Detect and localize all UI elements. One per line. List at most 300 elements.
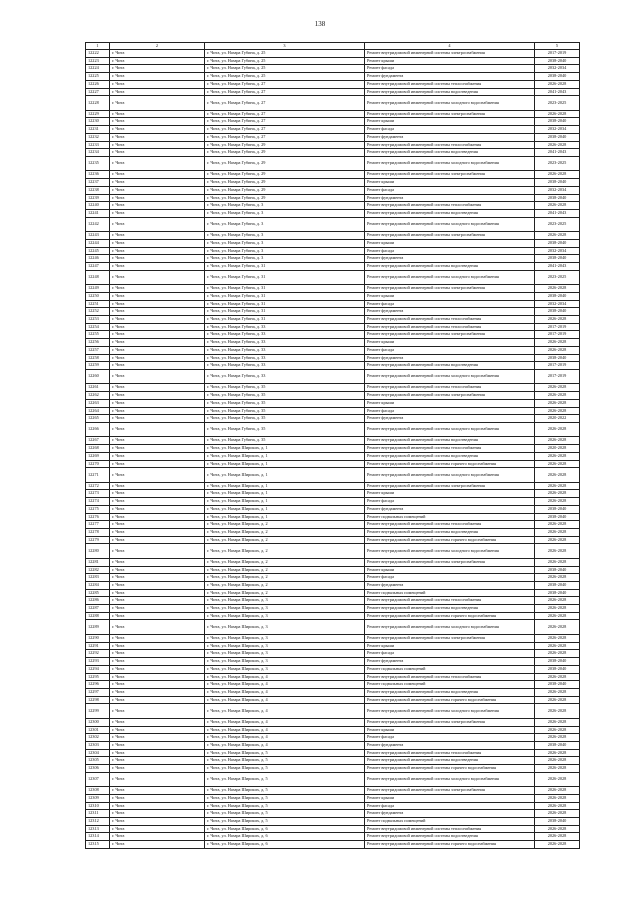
table-row	[86, 452, 580, 460]
row-address: г. Чита, ул. Назара Широких, д. 1	[205, 460, 365, 468]
page-number: 138	[314, 20, 326, 28]
row-work-type: Ремонт крыши	[365, 642, 535, 650]
row-city: г. Чита	[110, 681, 205, 689]
row-number: 12240	[86, 202, 110, 210]
row-address: г. Чита, ул. Назара Губина, д. 27	[205, 88, 365, 96]
row-number: 12261	[86, 384, 110, 392]
row-period: 2038-2040	[535, 818, 580, 826]
row-city: г. Чита	[110, 757, 205, 765]
table-row	[86, 734, 580, 742]
row-work-type: Ремонт внутридомовой инженерной системы электроснабжения	[365, 171, 535, 179]
row-number: 12232	[86, 133, 110, 141]
table-row	[86, 802, 580, 810]
row-city: г. Чита	[110, 339, 205, 347]
table-row	[86, 179, 580, 187]
table-row	[86, 308, 580, 316]
row-number: 12249	[86, 285, 110, 293]
row-number: 12226	[86, 80, 110, 88]
row-number: 12266	[86, 422, 110, 437]
row-work-type: Ремонт фундамента	[365, 581, 535, 589]
row-city: г. Чита	[110, 384, 205, 392]
row-work-type: Ремонт крыши	[365, 726, 535, 734]
row-address: г. Чита, ул. Назара Широких, д. 5	[205, 787, 365, 795]
row-period: 2038-2040	[535, 308, 580, 316]
row-city: г. Чита	[110, 262, 205, 270]
row-city: г. Чита	[110, 73, 205, 81]
table-row	[86, 765, 580, 773]
row-address: г. Чита, ул. Назара Широких, д. 2	[205, 528, 365, 536]
row-period: 2026-2028	[535, 422, 580, 437]
row-number: 12267	[86, 437, 110, 445]
row-number: 12248	[86, 270, 110, 285]
row-number: 12254	[86, 323, 110, 331]
table-row	[86, 292, 580, 300]
row-work-type: Ремонт внутридомовой инженерной системы горячего водоснабжения	[365, 696, 535, 704]
row-address: г. Чита, ул. Назара Широких, д. 4	[205, 673, 365, 681]
row-work-type: Ремонт крыши	[365, 794, 535, 802]
row-city: г. Чита	[110, 673, 205, 681]
table-row	[86, 612, 580, 620]
row-city: г. Чита	[110, 65, 205, 73]
row-period: 2017-2019	[535, 323, 580, 331]
row-address: г. Чита, ул. Назара Губина, д. 27	[205, 80, 365, 88]
row-number: 12285	[86, 589, 110, 597]
row-city: г. Чита	[110, 482, 205, 490]
row-work-type: Ремонт внутридомовой инженерной системы теплоснабжения	[365, 141, 535, 149]
row-address: г. Чита, ул. Назара Губина, д. 25	[205, 65, 365, 73]
row-work-type: Ремонт фасада	[365, 734, 535, 742]
table-row	[86, 110, 580, 118]
row-period: 2032-2034	[535, 300, 580, 308]
row-address: г. Чита, ул. Назара Широких, д. 1	[205, 445, 365, 453]
row-period: 2026-2028	[535, 673, 580, 681]
row-address: г. Чита, ул. Назара Губина, д. 31	[205, 262, 365, 270]
row-work-type: Ремонт внутридомовой инженерной системы теплоснабжения	[365, 323, 535, 331]
row-period: 2026-2028	[535, 802, 580, 810]
row-number: 12277	[86, 521, 110, 529]
row-period: 2026-2028	[535, 558, 580, 566]
row-city: г. Чита	[110, 292, 205, 300]
row-city: г. Чита	[110, 521, 205, 529]
table-row	[86, 498, 580, 506]
row-address: г. Чита, ул. Назара Губина, д. 25	[205, 50, 365, 58]
row-period: 2026-2028	[535, 536, 580, 544]
row-city: г. Чита	[110, 399, 205, 407]
row-period: 2026-2028	[535, 634, 580, 642]
row-number: 12247	[86, 262, 110, 270]
table-row	[86, 239, 580, 247]
row-address: г. Чита, ул. Назара Широких, д. 3	[205, 597, 365, 605]
row-address: г. Чита, ул. Назара Губина, д. 33	[205, 339, 365, 347]
row-period: 2026-2028	[535, 202, 580, 210]
row-work-type: Ремонт фундамента	[365, 73, 535, 81]
row-work-type: Ремонт крыши	[365, 118, 535, 126]
row-address: г. Чита, ул. Назара Губина, д. 3	[205, 209, 365, 217]
row-city: г. Чита	[110, 202, 205, 210]
table-row	[86, 384, 580, 392]
row-address: г. Чита, ул. Назара Широких, д. 1	[205, 505, 365, 513]
row-city: г. Чита	[110, 589, 205, 597]
row-period: 2026-2028	[535, 749, 580, 757]
row-period: 2038-2040	[535, 513, 580, 521]
row-address: г. Чита, ул. Назара Широких, д. 4	[205, 681, 365, 689]
table-row	[86, 658, 580, 666]
row-work-type: Ремонт фундамента	[365, 810, 535, 818]
row-city: г. Чита	[110, 468, 205, 483]
row-number: 12296	[86, 681, 110, 689]
row-period: 2038-2040	[535, 665, 580, 673]
row-number: 12270	[86, 460, 110, 468]
row-work-type: Ремонт внутридомовой инженерной системы электроснабжения	[365, 50, 535, 58]
row-number: 12244	[86, 239, 110, 247]
row-city: г. Чита	[110, 118, 205, 126]
row-city: г. Чита	[110, 308, 205, 316]
row-work-type: Ремонт внутридомовой инженерной системы электроснабжения	[365, 232, 535, 240]
row-number: 12241	[86, 209, 110, 217]
row-number: 12273	[86, 490, 110, 498]
row-work-type: Ремонт внутридомовой инженерной системы холодного водоснабжения	[365, 544, 535, 559]
table-row	[86, 96, 580, 111]
row-period: 2032-2034	[535, 247, 580, 255]
row-city: г. Чита	[110, 528, 205, 536]
row-address: г. Чита, ул. Назара Губина, д. 3	[205, 217, 365, 232]
table-row	[86, 558, 580, 566]
row-work-type: Ремонт внутридомовой инженерной системы водоотведения	[365, 362, 535, 370]
row-city: г. Чита	[110, 452, 205, 460]
row-number: 12229	[86, 110, 110, 118]
row-city: г. Чита	[110, 156, 205, 171]
row-period: 2026-2028	[535, 704, 580, 719]
row-work-type: Ремонт внутридомовой инженерной системы водоотведения	[365, 437, 535, 445]
row-city: г. Чита	[110, 605, 205, 613]
row-number: 12252	[86, 308, 110, 316]
row-number: 12223	[86, 57, 110, 65]
row-number: 12234	[86, 149, 110, 157]
row-city: г. Чита	[110, 558, 205, 566]
row-number: 12257	[86, 346, 110, 354]
row-period: 2038-2040	[535, 292, 580, 300]
row-work-type: Ремонт внутридомовой инженерной системы электроснабжения	[365, 787, 535, 795]
row-number: 12225	[86, 73, 110, 81]
row-city: г. Чита	[110, 80, 205, 88]
row-number: 12224	[86, 65, 110, 73]
table-body	[86, 50, 580, 849]
row-work-type: Ремонт крыши	[365, 490, 535, 498]
row-city: г. Чита	[110, 285, 205, 293]
row-address: г. Чита, ул. Назара Губина, д. 31	[205, 292, 365, 300]
row-city: г. Чита	[110, 810, 205, 818]
row-period: 2026-2028	[535, 841, 580, 849]
row-number: 12271	[86, 468, 110, 483]
row-work-type: Ремонт внутридомовой инженерной системы теплоснабжения	[365, 384, 535, 392]
table-row	[86, 392, 580, 400]
row-work-type: Ремонт фасада	[365, 650, 535, 658]
row-period: 2026-2028	[535, 171, 580, 179]
row-number: 12276	[86, 513, 110, 521]
table-row	[86, 505, 580, 513]
row-period: 2026-2028	[535, 612, 580, 620]
row-number: 12301	[86, 726, 110, 734]
row-work-type: Ремонт внутридомовой инженерной системы холодного водоснабжения	[365, 156, 535, 171]
row-address: г. Чита, ул. Назара Губина, д. 29	[205, 194, 365, 202]
row-period: 2017-2019	[535, 50, 580, 58]
row-city: г. Чита	[110, 658, 205, 666]
table-row	[86, 544, 580, 559]
row-work-type: Ремонт внутридомовой инженерной системы водоотведения	[365, 605, 535, 613]
row-city: г. Чита	[110, 612, 205, 620]
table-row	[86, 88, 580, 96]
row-number: 12278	[86, 528, 110, 536]
row-work-type: Ремонт крыши	[365, 292, 535, 300]
row-number: 12279	[86, 536, 110, 544]
column-header-address: 3	[205, 43, 365, 50]
row-address: г. Чита, ул. Назара Губина, д. 31	[205, 308, 365, 316]
row-number: 12236	[86, 171, 110, 179]
row-number: 12274	[86, 498, 110, 506]
row-work-type: Ремонт внутридомовой инженерной системы электроснабжения	[365, 558, 535, 566]
row-address: г. Чита, ул. Назара Губина, д. 27	[205, 110, 365, 118]
row-number: 12280	[86, 544, 110, 559]
row-address: г. Чита, ул. Назара Губина, д. 29	[205, 149, 365, 157]
row-city: г. Чита	[110, 270, 205, 285]
row-number: 12227	[86, 88, 110, 96]
table-row	[86, 825, 580, 833]
table-row	[86, 810, 580, 818]
row-number: 12258	[86, 354, 110, 362]
row-work-type: Ремонт внутридомовой инженерной системы холодного водоснабжения	[365, 96, 535, 111]
row-address: г. Чита, ул. Назара Широких, д. 5	[205, 802, 365, 810]
row-period: 2026-2028	[535, 833, 580, 841]
table-row	[86, 688, 580, 696]
row-work-type: Ремонт внутридомовой инженерной системы горячего водоснабжения	[365, 841, 535, 849]
row-work-type: Ремонт внутридомовой инженерной системы теплоснабжения	[365, 597, 535, 605]
row-number: 12237	[86, 179, 110, 187]
row-address: г. Чита, ул. Назара Губина, д. 29	[205, 141, 365, 149]
row-number: 12242	[86, 217, 110, 232]
row-city: г. Чита	[110, 415, 205, 423]
row-city: г. Чита	[110, 217, 205, 232]
row-period: 2026-2028	[535, 718, 580, 726]
row-address: г. Чита, ул. Назара Широких, д. 1	[205, 452, 365, 460]
row-address: г. Чита, ул. Назара Широких, д. 2	[205, 544, 365, 559]
row-work-type: Ремонт фасада	[365, 186, 535, 194]
row-address: г. Чита, ул. Назара Широких, д. 1	[205, 490, 365, 498]
row-address: г. Чита, ул. Назара Широких, д. 3	[205, 642, 365, 650]
row-city: г. Чита	[110, 171, 205, 179]
row-period: 2041-2043	[535, 149, 580, 157]
row-address: г. Чита, ул. Назара Широких, д. 4	[205, 741, 365, 749]
row-city: г. Чита	[110, 149, 205, 157]
row-period: 2017-2019	[535, 369, 580, 384]
row-city: г. Чита	[110, 194, 205, 202]
table-row	[86, 300, 580, 308]
row-address: г. Чита, ул. Назара Широких, д. 6	[205, 841, 365, 849]
row-city: г. Чита	[110, 490, 205, 498]
table-row	[86, 620, 580, 635]
row-city: г. Чита	[110, 696, 205, 704]
row-work-type: Ремонт внутридомовой инженерной системы электроснабжения	[365, 482, 535, 490]
column-header-city: 2	[110, 43, 205, 50]
row-period: 2038-2040	[535, 681, 580, 689]
row-address: г. Чита, ул. Назара Широких, д. 3	[205, 634, 365, 642]
row-work-type: Ремонт внутридомовой инженерной системы водоотведения	[365, 688, 535, 696]
row-period: 2038-2040	[535, 589, 580, 597]
table-row	[86, 634, 580, 642]
row-city: г. Чита	[110, 536, 205, 544]
row-period: 2026-2028	[535, 80, 580, 88]
row-number: 12297	[86, 688, 110, 696]
row-period: 2017-2019	[535, 331, 580, 339]
row-address: г. Чита, ул. Назара Губина, д. 31	[205, 300, 365, 308]
row-number: 12243	[86, 232, 110, 240]
row-city: г. Чита	[110, 787, 205, 795]
table-row	[86, 186, 580, 194]
row-address: г. Чита, ул. Назара Широких, д. 4	[205, 704, 365, 719]
row-city: г. Чита	[110, 331, 205, 339]
row-work-type: Ремонт внутридомовой инженерной системы теплоснабжения	[365, 673, 535, 681]
row-work-type: Ремонт внутридомовой инженерной системы горячего водоснабжения	[365, 612, 535, 620]
row-period: 2026-2028	[535, 696, 580, 704]
row-city: г. Чита	[110, 141, 205, 149]
row-work-type: Ремонт внутридомовой инженерной системы электроснабжения	[365, 285, 535, 293]
row-period: 2026-2028	[535, 794, 580, 802]
row-address: г. Чита, ул. Назара Губина, д. 31	[205, 315, 365, 323]
row-number: 12283	[86, 574, 110, 582]
row-address: г. Чита, ул. Назара Широких, д. 6	[205, 833, 365, 841]
row-work-type: Ремонт внутридомовой инженерной системы электроснабжения	[365, 392, 535, 400]
row-address: г. Чита, ул. Назара Губина, д. 29	[205, 156, 365, 171]
row-city: г. Чита	[110, 498, 205, 506]
row-work-type: Ремонт внутридомовой инженерной системы водоотведения	[365, 528, 535, 536]
row-city: г. Чита	[110, 239, 205, 247]
row-work-type: Ремонт крыши	[365, 239, 535, 247]
table-row	[86, 171, 580, 179]
row-work-type: Ремонт фундамента	[365, 255, 535, 263]
row-work-type: Ремонт внутридомовой инженерной системы холодного водоснабжения	[365, 422, 535, 437]
row-address: г. Чита, ул. Назара Широких, д. 6	[205, 825, 365, 833]
row-period: 2026-2028	[535, 498, 580, 506]
row-work-type: Ремонт внутридомовой инженерной системы водоотведения	[365, 209, 535, 217]
row-address: г. Чита, ул. Назара Широких, д. 5	[205, 749, 365, 757]
table-row	[86, 80, 580, 88]
row-number: 12289	[86, 620, 110, 635]
row-work-type: Ремонт внутридомовой инженерной системы теплоснабжения	[365, 521, 535, 529]
row-period: 2026-2028	[535, 787, 580, 795]
row-number: 12299	[86, 704, 110, 719]
row-work-type: Ремонт внутридомовой инженерной системы водоотведения	[365, 452, 535, 460]
row-number: 12306	[86, 765, 110, 773]
table-row	[86, 118, 580, 126]
row-address: г. Чита, ул. Назара Губина, д. 35	[205, 437, 365, 445]
table-row	[86, 422, 580, 437]
row-work-type: Ремонт внутридомовой инженерной системы холодного водоснабжения	[365, 468, 535, 483]
row-period: 2038-2040	[535, 118, 580, 126]
row-number: 12256	[86, 339, 110, 347]
row-city: г. Чита	[110, 794, 205, 802]
row-period: 2038-2040	[535, 133, 580, 141]
row-work-type: Ремонт фундамента	[365, 308, 535, 316]
table-row	[86, 642, 580, 650]
table-row	[86, 362, 580, 370]
row-period: 2038-2040	[535, 239, 580, 247]
row-work-type: Ремонт крыши	[365, 179, 535, 187]
table-row	[86, 141, 580, 149]
row-address: г. Чита, ул. Назара Губина, д. 3	[205, 239, 365, 247]
row-city: г. Чита	[110, 802, 205, 810]
row-number: 12239	[86, 194, 110, 202]
row-city: г. Чита	[110, 741, 205, 749]
table-row	[86, 255, 580, 263]
row-work-type: Ремонт внутридомовой инженерной системы электроснабжения	[365, 110, 535, 118]
row-number: 12309	[86, 794, 110, 802]
row-city: г. Чита	[110, 841, 205, 849]
row-number: 12294	[86, 665, 110, 673]
table-row	[86, 468, 580, 483]
table-row	[86, 726, 580, 734]
row-number: 12298	[86, 696, 110, 704]
row-work-type: Ремонт подвальных помещений	[365, 681, 535, 689]
row-address: г. Чита, ул. Назара Губина, д. 25	[205, 73, 365, 81]
row-address: г. Чита, ул. Назара Губина, д. 29	[205, 179, 365, 187]
row-city: г. Чита	[110, 688, 205, 696]
row-period: 2026-2028	[535, 650, 580, 658]
row-period: 2038-2040	[535, 658, 580, 666]
table-row	[86, 262, 580, 270]
row-city: г. Чита	[110, 110, 205, 118]
row-work-type: Ремонт внутридомовой инженерной системы холодного водоснабжения	[365, 369, 535, 384]
row-city: г. Чита	[110, 96, 205, 111]
row-city: г. Чита	[110, 255, 205, 263]
row-work-type: Ремонт подвальных помещений	[365, 818, 535, 826]
table-row	[86, 673, 580, 681]
row-number: 12311	[86, 810, 110, 818]
table-row	[86, 270, 580, 285]
row-city: г. Чита	[110, 634, 205, 642]
row-address: г. Чита, ул. Назара Широких, д. 5	[205, 794, 365, 802]
row-city: г. Чита	[110, 566, 205, 574]
row-address: г. Чита, ул. Назара Губина, д. 35	[205, 422, 365, 437]
row-number: 12312	[86, 818, 110, 826]
table-row	[86, 536, 580, 544]
row-number: 12231	[86, 126, 110, 134]
row-period: 2032-2034	[535, 126, 580, 134]
row-period: 2026-2028	[535, 620, 580, 635]
row-city: г. Чита	[110, 597, 205, 605]
row-number: 12245	[86, 247, 110, 255]
row-work-type: Ремонт внутридомовой инженерной системы горячего водоснабжения	[365, 536, 535, 544]
row-period: 2026-2028	[535, 757, 580, 765]
row-work-type: Ремонт фундамента	[365, 133, 535, 141]
row-address: г. Чита, ул. Назара Широких, д. 5	[205, 818, 365, 826]
row-period: 2038-2040	[535, 179, 580, 187]
row-work-type: Ремонт внутридомовой инженерной системы электроснабжения	[365, 331, 535, 339]
row-period: 2026-2028	[535, 765, 580, 773]
table-row	[86, 354, 580, 362]
row-address: г. Чита, ул. Назара Губина, д. 27	[205, 96, 365, 111]
row-city: г. Чита	[110, 825, 205, 833]
row-work-type: Ремонт внутридомовой инженерной системы теплоснабжения	[365, 315, 535, 323]
row-period: 2026-2028	[535, 482, 580, 490]
row-number: 12255	[86, 331, 110, 339]
row-period: 2026-2028	[535, 605, 580, 613]
table-row	[86, 445, 580, 453]
row-address: г. Чита, ул. Назара Широких, д. 3	[205, 665, 365, 673]
row-address: г. Чита, ул. Назара Широких, д. 3	[205, 658, 365, 666]
row-work-type: Ремонт фасада	[365, 247, 535, 255]
row-address: г. Чита, ул. Назара Губина, д. 27	[205, 133, 365, 141]
table-row	[86, 339, 580, 347]
row-period: 2020-2022	[535, 415, 580, 423]
